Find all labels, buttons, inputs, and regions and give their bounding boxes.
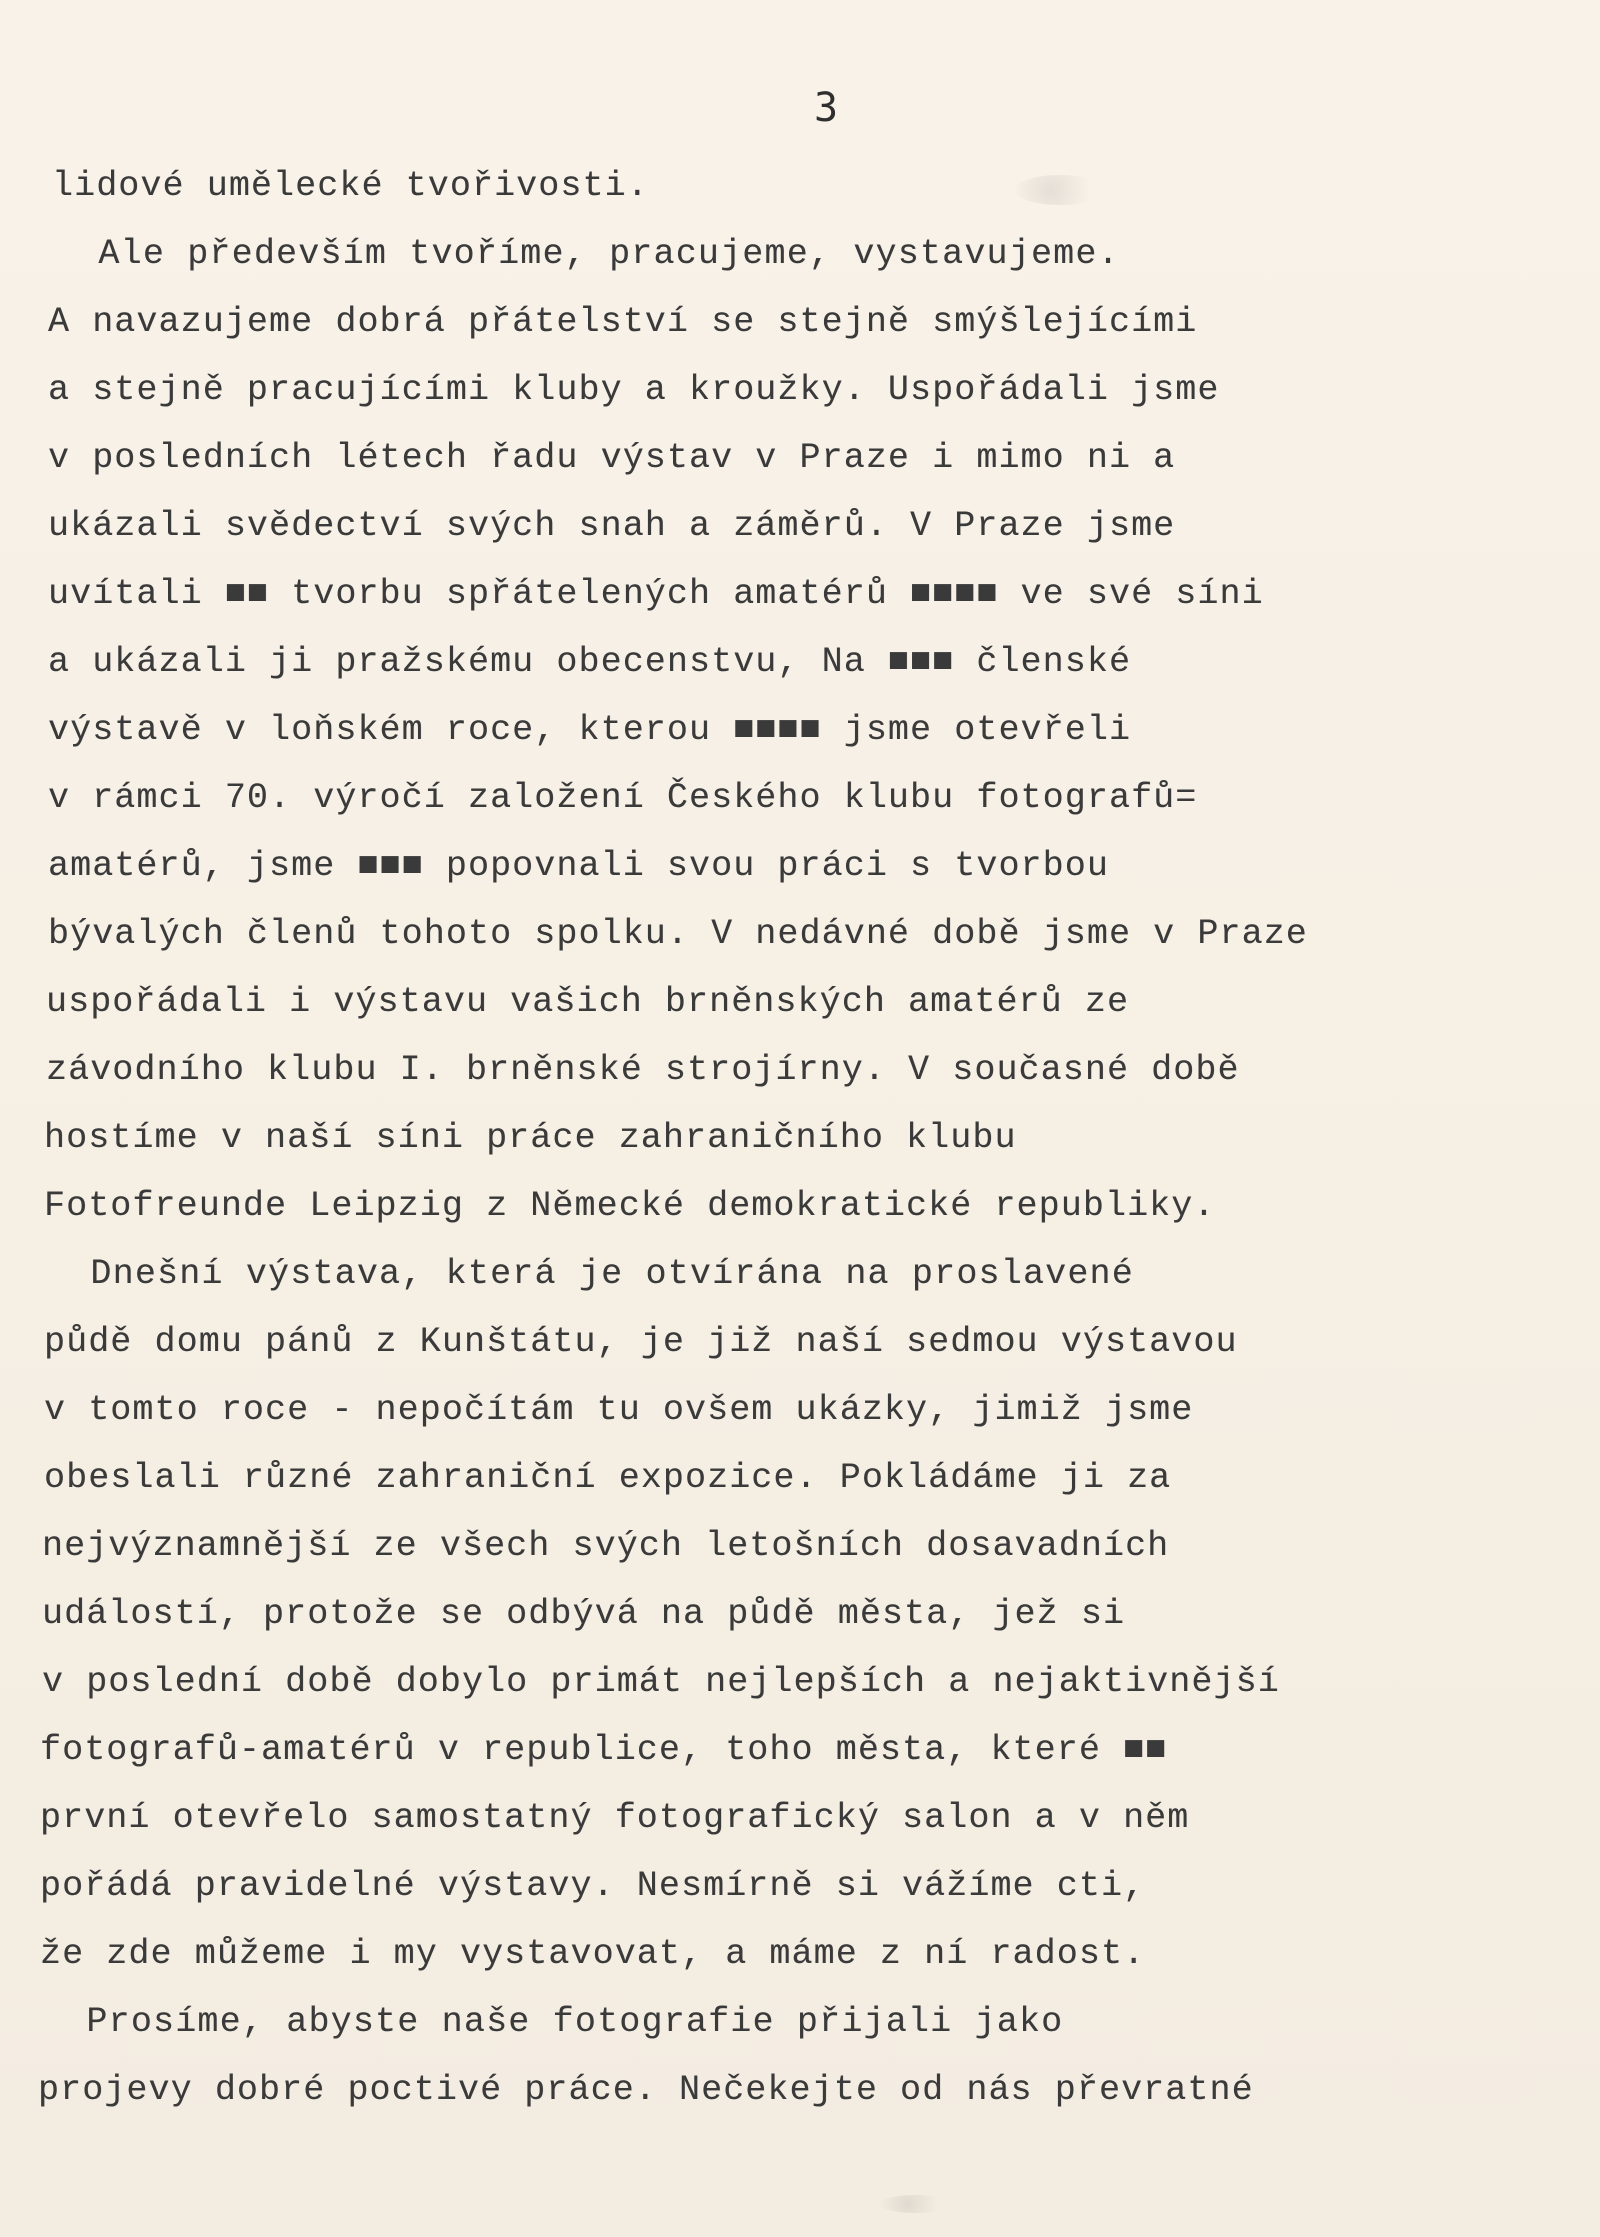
- text-line: obeslali různé zahraniční expozice. Pokládáme ji za: [44, 1458, 1172, 1498]
- text-line: fotografů-amatérů v republice, toho města, které ■■: [40, 1730, 1168, 1770]
- paper-smudge: [1015, 175, 1105, 205]
- text-line: Fotofreunde Leipzig z Německé demokratické republiky.: [44, 1186, 1216, 1226]
- text-line: uspořádali i výstavu vašich brněnských amatérů ze: [46, 982, 1130, 1022]
- text-line: lidové umělecké tvořivosti.: [52, 166, 649, 206]
- text-line: uvítali ■■ tvorbu spřátelených amatérů ■■■■ ve své síni: [48, 574, 1264, 614]
- paper-smudge: [880, 2195, 950, 2213]
- text-line: závodního klubu I. brněnské strojírny. V současné době: [46, 1050, 1240, 1090]
- text-line: půdě domu pánů z Kunštátu, je již naší sedmou výstavou: [44, 1322, 1238, 1362]
- text-line: první otevřelo samostatný fotografický salon a v něm: [40, 1798, 1190, 1838]
- text-line: v tomto roce - nepočítám tu ovšem ukázky, jimiž jsme: [44, 1390, 1194, 1430]
- text-line: pořádá pravidelné výstavy. Nesmírně si vážíme cti,: [40, 1866, 1146, 1906]
- text-line: bývalých členů tohoto spolku. V nedávné době jsme v Praze: [48, 914, 1308, 954]
- text-line: Ale především tvoříme, pracujeme, vystavujeme.: [54, 234, 1120, 274]
- text-line: Prosíme, abyste naše fotografie přijali jako: [42, 2002, 1064, 2042]
- text-line: amatérů, jsme ■■■ popovnali svou práci s tvorbou: [48, 846, 1109, 886]
- text-line: v poslední době dobylo primát nejlepších a nejaktivnější: [42, 1662, 1280, 1702]
- text-line: událostí, protože se odbývá na půdě města, jež si: [42, 1594, 1126, 1634]
- text-line: v rámci 70. výročí založení Českého klubu fotografů=: [48, 778, 1198, 818]
- text-line: a stejně pracujícími kluby a kroužky. Uspořádali jsme: [48, 370, 1220, 410]
- text-line: výstavě v loňském roce, kterou ■■■■ jsme otevřeli: [48, 710, 1132, 750]
- text-line: projevy dobré poctivé práce. Nečekejte od nás převratné: [38, 2070, 1254, 2110]
- text-line: že zde můžeme i my vystavovat, a máme z ní radost.: [40, 1934, 1146, 1974]
- text-line: Dnešní výstava, která je otvírána na proslavené: [46, 1254, 1134, 1294]
- text-line: ukázali svědectví svých snah a záměrů. V Praze jsme: [48, 506, 1176, 546]
- text-line: hostíme v naší síni práce zahraničního klubu: [44, 1118, 1017, 1158]
- text-line: A navazujeme dobrá přátelství se stejně smýšlejícími: [48, 302, 1198, 342]
- text-line: nejvýznamnější ze všech svých letošních dosavadních: [42, 1526, 1170, 1566]
- page-number: 3: [814, 85, 839, 131]
- text-line: a ukázali ji pražskému obecenstvu, Na ■■■ členské: [48, 642, 1132, 682]
- text-line: v posledních létech řadu výstav v Praze i mimo ni a: [48, 438, 1176, 478]
